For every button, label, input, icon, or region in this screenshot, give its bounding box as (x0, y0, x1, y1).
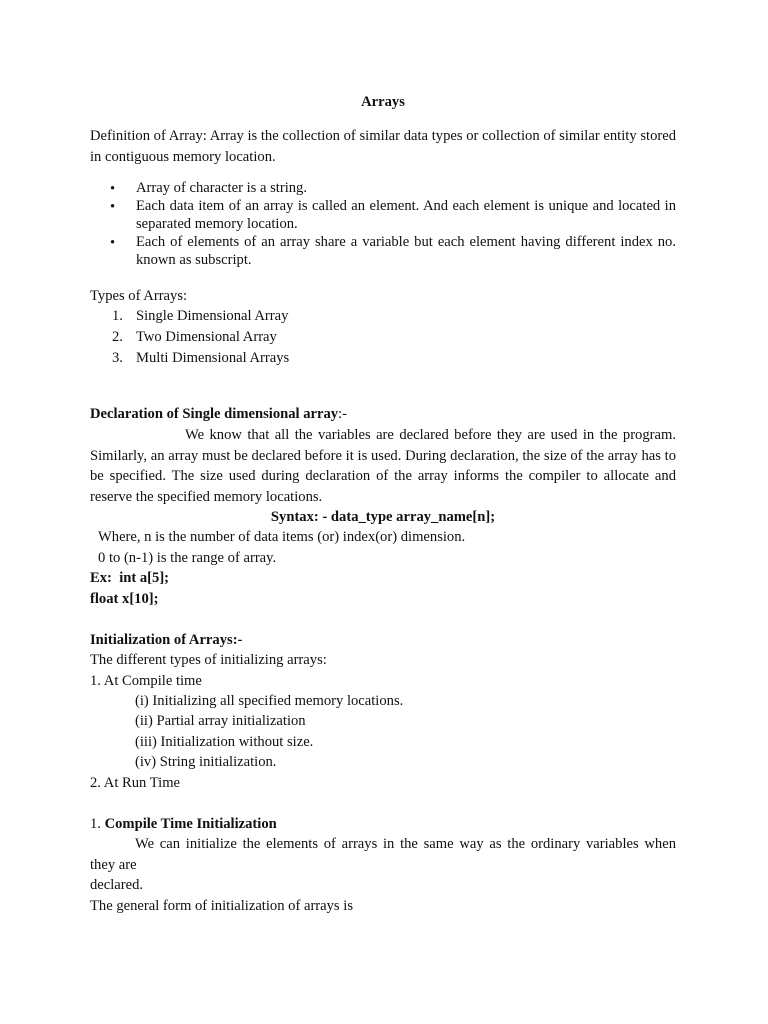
sub-item: (i) Initializing all specified memory locations. (135, 693, 404, 709)
bullet-text: Array of character is a string. (136, 180, 307, 196)
declaration-heading-suffix: :- (338, 406, 348, 422)
declaration-heading-text: Declaration of Single dimensional array (90, 406, 339, 422)
sub-item: (ii) Partial array initialization (135, 713, 306, 729)
definition-paragraph: Definition of Array: Array is the collection of similar data types or collection of similar entity stored in contiguous memory location. (90, 128, 676, 165)
syntax-line: Syntax: - data_type array_name[n]; (270, 509, 496, 525)
sub-item: (iii) Initialization without size. (135, 734, 314, 750)
declaration-heading (90, 404, 676, 425)
general-form-line: The general form of initialization of arrays is (90, 898, 353, 914)
compile-time-item: 1. At Compile time (90, 673, 202, 689)
bullet-text: Each data item of an array is called an element. And each element is unique and located in separated memory location. (136, 198, 676, 232)
list-number: 2. (112, 329, 123, 345)
compile-paragraph-line: they are (90, 857, 137, 873)
example-line: Ex: int a[5]; (90, 570, 170, 586)
where-line: Where, n is the number of data items (or) index(or) dimension. (98, 529, 466, 545)
list-text: Two Dimensional Array (136, 329, 277, 345)
initialization-heading: Initialization of Arrays:- (90, 632, 243, 648)
initialization-intro: The different types of initializing arrays: (90, 652, 327, 668)
types-heading: Types of Arrays: (90, 288, 188, 304)
list-number: 3. (112, 350, 123, 366)
section-number: 1. (90, 816, 105, 832)
run-time-item: 2. At Run Time (90, 775, 181, 791)
declaration-paragraph: We know that all the variables are declared before they are used in the program. Similarly, an array must be declared before it is used. During declaration, the size of the array has to be specified. The size used during declaration of the array informs the compiler to allocate and reserve the specified memory locations. (90, 427, 676, 505)
compile-paragraph-line: We can initialize the elements of arrays in the same way as the ordinary variables when (135, 836, 676, 852)
bullet-text: Each of elements of an array share a variable but each element having different index no. known as subscript. (136, 234, 676, 268)
section-heading-text: Compile Time Initialization (104, 816, 277, 832)
list-number: 1. (112, 308, 123, 324)
bullet-icon: • (110, 181, 116, 197)
list-text: Multi Dimensional Arrays (136, 350, 290, 366)
bullet-icon: • (110, 235, 116, 251)
compile-time-heading (90, 814, 676, 835)
range-line: 0 to (n-1) is the range of array. (98, 550, 277, 566)
list-text: Single Dimensional Array (136, 308, 289, 324)
bullet-icon: • (110, 199, 116, 215)
sub-item: (iv) String initialization. (135, 754, 277, 770)
example-line: float x[10]; (90, 591, 159, 607)
page-title: Arrays (361, 94, 405, 110)
compile-paragraph-line: declared. (90, 877, 144, 893)
